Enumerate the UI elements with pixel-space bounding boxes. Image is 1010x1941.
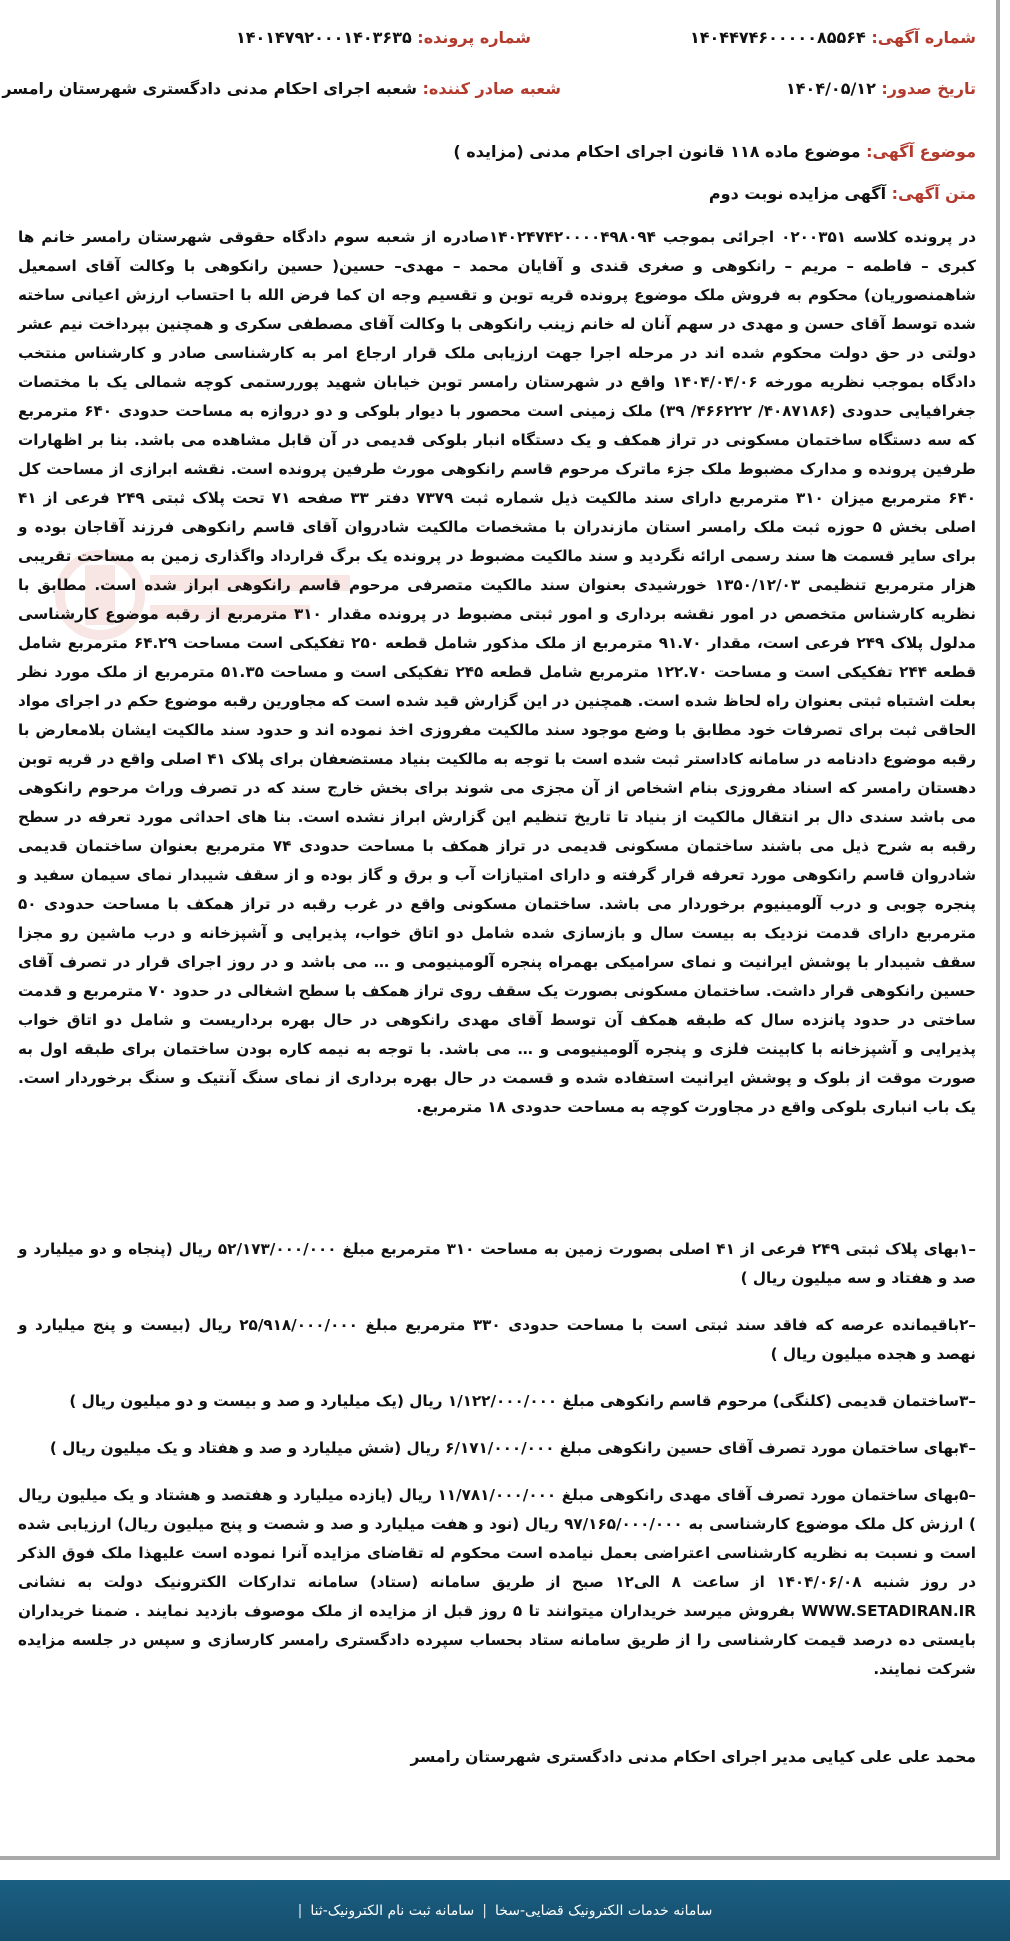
signature: محمد علی علی کیایی مدیر اجرای احکام مدنی دادگستری شهرستان رامسر bbox=[410, 1748, 976, 1766]
notice-text-title bbox=[709, 184, 976, 203]
valuation-item-5: –۵بهای ساختمان مورد تصرف آقای مهدی رانکوهی مبلغ ۱۱/۷۸۱/۰۰۰/۰۰۰ ریال (یازده میلیارد و هفتصد و هشتاد و یک میلیون ریال ) ارزش کل ملک موضوع کارشناسی به ۹۷/۱۶۵/۰۰۰/۰۰۰ ریال (نود و هفت میلیارد و صد و شصت و پنج میلیون ریال) ارزیابی شده است و نسبت به نظریه کارشناسی اعتراضی بعمل نیامده است محکوم له تقاضای مزایده آنرا نموده است علیهذا ملک فوق الذکر در روز شنبه ۱۴۰۴/۰۶/۰۸ از ساعت ۸ الی۱۲ صبح از طریق سامانه (ستاد) سامانه تدارکات الکترونیک دولت به نشانی WWW.SETADIRAN.IR بفروش میرسد خریداران میتوانند تا ۵ روز قبل از مزایده از ملک موصوف بازدید نمایند . ضمنا خریداران بایستی ده درصد قیمت کارشناسی را از طریق سامانه ستاد بحساب سپرده دادگستری رامسر کارسازی و سپس در جلسه مزایده شرکت نمایند. bbox=[18, 1486, 977, 1678]
valuation-item-3: –۳ساختمان قدیمی (کلنگی) مرحوم قاسم رانکوهی مبلغ ۱/۱۲۲/۰۰۰/۰۰۰ ریال (یک میلیارد و صد و بیست و دو میلیون ریال ) bbox=[69, 1392, 976, 1410]
notice-subject bbox=[453, 142, 976, 161]
subject-label: موضوع آگهی: bbox=[866, 142, 976, 161]
valuation-items bbox=[18, 1235, 976, 1690]
issue-date-value: ۱۴۰۴/۰۵/۱۲ bbox=[786, 79, 876, 98]
ad-number-value: ۱۴۰۴۴۷۴۶۰۰۰۰۰۸۵۵۶۴ bbox=[690, 28, 866, 47]
case-number bbox=[236, 28, 531, 47]
issuer-label: شعبه صادر کننده: bbox=[422, 79, 561, 98]
subject-value: موضوع ماده ۱۱۸ قانون اجرای احکام مدنی (مزایده ) bbox=[453, 142, 861, 161]
footer-bar bbox=[0, 1880, 1010, 1941]
valuation-item-1: –۱بهای پلاک ثبتی ۲۴۹ فرعی از ۴۱ اصلی بصورت زمین به مساحت ۳۱۰ مترمربع مبلغ ۵۲/۱۷۳/۰۰۰/۰۰۰ ریال (پنجاه و دو میلیارد و صد و هفتاد و سه میلیون ریال ) bbox=[18, 1240, 976, 1287]
issuer-value: شعبه اجرای احکام مدنی دادگستری شهرستان رامسر bbox=[2, 79, 417, 98]
valuation-item-2: –۲باقیمانده عرصه که فاقد سند ثبتی است با مساحت حدودی ۳۳۰ مترمربع مبلغ ۲۵/۹۱۸/۰۰۰/۰۰۰ ریال (بیست و پنج میلیارد و نهصد و هجده میلیون ریال ) bbox=[18, 1316, 976, 1363]
ad-number-label: شماره آگهی: bbox=[871, 28, 976, 47]
text-title-value: آگهی مزایده نوبت دوم bbox=[708, 184, 887, 203]
footer-link-sana[interactable]: سامانه ثبت نام الکترونیک-ثنا bbox=[310, 1902, 475, 1919]
notice-body bbox=[18, 223, 976, 1122]
issuer bbox=[2, 79, 561, 98]
body-paragraph: در پرونده کلاسه ۰۲۰۰۳۵۱ اجرائی بموجب ۱۴۰۲۴۷۴۲۰۰۰۰۴۹۸۰۹۴صادره از شعبه سوم دادگاه حقوقی شهرستان رامسر خانم ها کبری – فاطمه – مریم – رانکوهی و صغری قندی و آقایان محمد – مهدی– حسین( حسین رانکوهی با وکالت آقای اسمعیل شاهمنصوریان) محکوم به فروش ملک موضوع پرونده قریه توبن و تقسیم وجه ان کما فرض الله با احتساب ارزش اعیانی ساخته شده توسط آقای حسن و مهدی در سهم آنان له خانم زینب رانکوهی با وکالت آقای مصطفی سکری و همچنین بپرداخت نیم عشر دولتی در حق دولت محکوم شده اند در مرحله اجرا جهت ارزیابی ملک قرار ارجاع امر به کارشناسی صادر و کارشناس منتخب دادگاه بموجب نظریه مورخه ۱۴۰۴/۰۴/۰۶ واقع در شهرستان رامسر توبن خیابان شهید پوررستمی کوچه شمالی یک با مختصات جغرافیایی حدودی (۴۰۸۷۱۸۶/ ۴۶۶۲۲۲/ ۳۹) ملک زمینی است محصور با دیوار بلوکی و دو دروازه به مساحت حدودی ۶۴۰ مترمربع که سه دستگاه ساختمان مسکونی در تراز همکف و یک دستگاه انبار بلوکی قدیمی در آن قابل مشاهده می باشد. بنا بر اظهارات طرفین پرونده و مدارک مضبوط ملک جزء ماترک مرحوم قاسم رانکوهی مورث طرفین پرونده است. نقشه ابرازی از مساحت کل ۶۴۰ مترمربع میزان ۳۱۰ مترمربع دارای سند مالکیت ذیل شماره ثبت ۷۳۷۹ دفتر ۳۳ صفحه ۷۱ تحت پلاک ثبتی ۲۴۹ فرعی از ۴۱ اصلی بخش ۵ حوزه ثبت ملک رامسر استان مازندران با مشخصات مالکیت شادروان آقای قاسم رانکوهی فرزند آقاجان بوده و برای سایر قسمت ها سند رسمی ارائه نگردید و سند مالکیت مضبوط در پرونده یک برگ قرارداد واگذاری زمین به مساحت تقریبی هزار مترمربع تنظیمی ۱۳۵۰/۱۲/۰۳ خورشیدی بعنوان سند مالکیت متصرفی مرحوم قاسم رانکوهی ابراز شده است. مطابق با نظریه کارشناس متخصص در امور نقشه برداری و امور ثبتی مضبوط در پرونده مقدار ۳۱۰ مترمربع از رقبه موضوع کارشناسی مدلول پلاک ۲۴۹ فرعی است، مقدار ۹۱.۷۰ مترمربع از ملک مذکور شامل قطعه ۲۵۰ تفکیکی است مساحت ۶۴.۲۹ مترمربع شامل قطعه ۲۴۴ تفکیکی است و مساحت ۱۲۲.۷۰ مترمربع شامل قطعه ۲۴۵ تفکیکی است و مساحت ۵۱.۳۵ مترمربع از ملک مورد نظر بعلت اشتباه ثبتی بعنوان راه لحاظ شده است. همچنین در این گزارش قید شده است که مجاورین رقبه موضوع حکم در اجرای مواد الحاقی ثبت برای تصرفات خود مطابق با وضع موجود سند مالکیت مفروزی اخذ نموده اند و حدود سند مالکیت ایشان بلامعارض با رقبه موضوع دادنامه در سامانه کاداستر ثبت شده است با توجه به مالکیت بنیاد مستضعفان برای پلاک ۴۱ اصلی واقع در قریه توبن دهستان رامسر که اسناد مفروزی بنام اشخاص از آن مجزی می شوند برای بخش خارج سند که در تصرف وراث مرحوم رانکوهی می باشد سندی دال بر انتقال مالکیت از بنیاد تا تاریخ تنظیم این گزارش ابراز نشده است. بنا های احداثی مورد تعرفه در سطح رقبه به شرح ذیل می باشند ساختمان مسکونی قدیمی در تراز همکف با مساحت حدودی ۷۴ مترمربع بعنوان ساختمان قدیمی شادروان قاسم رانکوهی مورد تعرفه قرار گرفته و دارای امتیازات آب و برق و گاز بوده و از سقف شیبدار نمای سیمان سفید و پنجره چوبی و درب آلومینیوم برخوردار می باشد. ساختمان مسکونی واقع در غرب رقبه در تراز همکف با مساحت حدودی ۵۰ مترمربع دارای قدمت نزدیک به بیست سال و بازسازی شده شامل دو اتاق خواب، پذیرایی و آشپزخانه و درب ماشین رو مجزا سقف شیبدار با پوشش ایرانیت و نمای سرامیکی بهمراه پنجره آلومینیومی و … می باشد و در روز اجرای قرار در تصرف آقای حسین رانکوهی قرار داشت. ساختمان مسکونی بصورت یک سقف روی تراز همکف با سطح اشغالی در حدود ۷۰ مترمربع و قدمت ساختی در حدود پانزده سال که طبقه همکف آن توسط آقای مهدی رانکوهی در حال بهره برداریست و شامل دو اتاق خواب پذیرایی و آشپزخانه با کابینت فلزی و پنجره آلومینیومی و … می باشد. با توجه به نیمه کاره بودن ساختمان برای طبقه اول به صورت موقت از بلوک و پوشش ایرانیت استفاده شده و قسمت در حال بهره برداری از نمای سنگ آنتیک و سنگ برخوردار است. یک باب انباری بلوکی واقع در مجاورت کوچه به مساحت حدودی ۱۸ مترمربع. bbox=[18, 228, 977, 1116]
issue-date bbox=[786, 79, 976, 98]
issue-date-label: تاریخ صدور: bbox=[881, 79, 976, 98]
valuation-item-4: –۴بهای ساختمان مورد تصرف آقای حسین رانکوهی مبلغ ۶/۱۷۱/۰۰۰/۰۰۰ ریال (شش میلیارد و صد و هفتاد و یک میلیون ریال ) bbox=[49, 1439, 976, 1457]
case-number-label: شماره پرونده: bbox=[417, 28, 531, 47]
case-number-value: ۱۴۰۱۴۷۹۲۰۰۰۱۴۰۳۶۳۵ bbox=[235, 28, 412, 47]
ad-number bbox=[690, 28, 976, 47]
footer-link-sakha[interactable]: سامانه خدمات الکترونیک قضایی-سخا bbox=[494, 1902, 713, 1919]
footer-separator-end: | bbox=[297, 1902, 303, 1919]
text-title-label: متن آگهی: bbox=[891, 184, 976, 203]
footer-separator: | bbox=[482, 1902, 487, 1919]
